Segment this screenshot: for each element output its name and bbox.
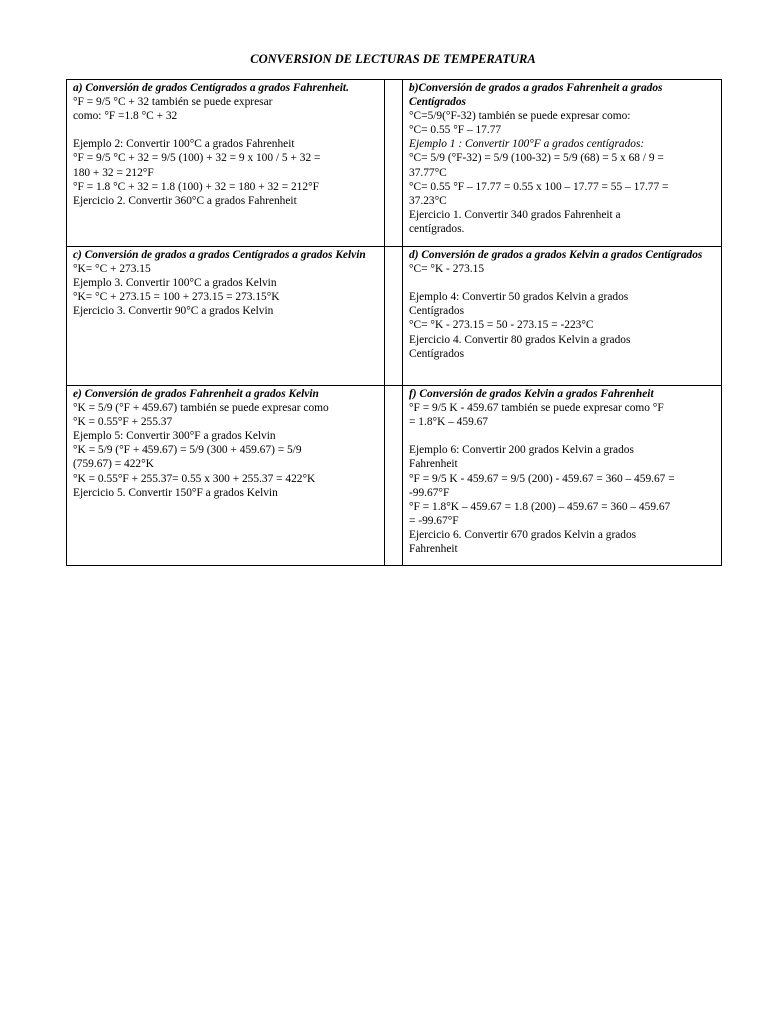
cell-b-line: °C= 0.55 °F – 17.77 = 0.55 x 100 – 17.77 = 55 – 17.77 = — [409, 180, 669, 193]
cell-b-line: 37.23°C — [409, 194, 447, 207]
text-line: Ejemplo 6: Convertir 200 grados Kelvin a grados — [409, 444, 634, 457]
text-line: = -99.67°F — [409, 514, 459, 527]
cell-c-body — [73, 262, 378, 318]
text-line: °K = 0.55°F + 255.37 — [73, 416, 173, 429]
text-line: Ejercicio 4. Convertir 80 grados Kelvin a grados — [409, 333, 631, 346]
text-line — [409, 429, 715, 443]
text-line: (759.67) = 422°K — [73, 458, 154, 471]
cell-b-line: °C= 5/9 (°F-32) = 5/9 (100-32) = 5/9 (68) = 5 x 68 / 9 = — [409, 152, 664, 165]
cell-f-body — [409, 401, 715, 556]
cell-e-body — [73, 401, 378, 500]
text-line: Ejercicio 3. Convertir 90°C a grados Kelvin — [73, 305, 274, 318]
cell-b-example-title: Ejemplo 1 : Convertir 100°F a grados centígrados: — [409, 138, 645, 151]
text-line: -99.67°F — [409, 486, 450, 499]
spacer-column — [385, 80, 403, 247]
text-line: °F = 1.8 °C + 32 = 1.8 (100) + 32 = 180 + 32 = 212°F — [73, 180, 319, 193]
text-line: Ejercicio 2. Convertir 360°C a grados Fahrenheit — [73, 194, 297, 207]
cell-f-kelvin-a-fahrenheit — [403, 386, 722, 566]
cell-b-line: °C= 0.55 °F – 17.77 — [409, 124, 502, 137]
cell-d-kelvin-a-centigrados — [403, 247, 722, 386]
text-line: °F = 1.8°K – 459.67 = 1.8 (200) – 459.67 = 360 – 459.67 — [409, 500, 671, 513]
text-line: °K= °C + 273.15 = 100 + 273.15 = 273.15°K — [73, 291, 280, 304]
cell-d-title: d) Conversión de grados a grados Kelvin a grados Centígrados — [409, 249, 703, 261]
text-line: Ejemplo 4: Convertir 50 grados Kelvin a grados — [409, 291, 629, 304]
text-line: Centígrados — [409, 347, 465, 360]
text-line: = 1.8°K – 459.67 — [409, 416, 489, 429]
text-line: °F = 9/5 K - 459.67 también se puede expresar como °F — [409, 402, 664, 415]
spacer-column — [385, 247, 403, 386]
document-title: CONVERSION DE LECTURAS DE TEMPERATURA — [250, 52, 536, 66]
cell-e-title: e) Conversión de grados Fahrenheit a grados Kelvin — [73, 388, 319, 400]
text-line: °F = 9/5 K - 459.67 = 9/5 (200) - 459.67 = 360 – 459.67 = — [409, 472, 675, 485]
table-row — [67, 386, 722, 566]
cell-a-title: a) Conversión de grados Centígrados a grados Fahrenheit. — [73, 82, 349, 94]
cell-f-title: f) Conversión de grados Kelvin a grados Fahrenheit — [409, 388, 654, 400]
text-line: °K = 0.55°F + 255.37= 0.55 x 300 + 255.37 = 422°K — [73, 472, 316, 485]
cell-c-title: c) Conversión de grados a grados Centígrados a grados Kelvin — [73, 249, 366, 261]
text-line: Ejemplo 5: Convertir 300°F a grados Kelvin — [73, 430, 276, 443]
cell-a-centigrados-a-fahrenheit — [67, 80, 385, 247]
text-line: Ejemplo 2: Convertir 100°C a grados Fahrenheit — [73, 138, 295, 151]
text-line: como: °F =1.8 °C + 32 — [73, 110, 178, 123]
table-row — [67, 247, 722, 386]
text-line: °K= °C + 273.15 — [73, 263, 151, 276]
cell-d-body — [409, 262, 715, 361]
text-line: Fahrenheit — [409, 543, 458, 556]
cell-b-line: °C=5/9(°F-32) también se puede expresar como: — [409, 110, 631, 123]
cell-b-line: 37.77°C — [409, 166, 447, 179]
text-line: Fahrenheit — [409, 458, 458, 471]
text-line: Centígrados — [409, 305, 465, 318]
cell-b-line: centígrados. — [409, 222, 465, 235]
cell-a-body — [73, 95, 378, 208]
cell-b-fahrenheit-a-centigrados — [403, 80, 722, 247]
text-line: Ejercicio 6. Convertir 670 grados Kelvin a grados — [409, 528, 637, 541]
text-line: Ejemplo 3. Convertir 100°C a grados Kelvin — [73, 277, 277, 290]
conversion-table — [66, 79, 722, 566]
text-line — [409, 276, 715, 290]
text-line: °F = 9/5 °C + 32 = 9/5 (100) + 32 = 9 x 100 / 5 + 32 = — [73, 152, 321, 165]
spacer-column — [385, 386, 403, 566]
text-line: Ejercicio 5. Convertir 150°F a grados Kelvin — [73, 486, 278, 499]
text-line: 180 + 32 = 212°F — [73, 166, 154, 179]
text-line: °C= °K - 273.15 = 50 - 273.15 = -223°C — [409, 319, 594, 332]
cell-e-fahrenheit-a-kelvin — [67, 386, 385, 566]
text-line: °C= °K - 273.15 — [409, 263, 485, 276]
table-row — [67, 80, 722, 247]
text-line — [73, 123, 378, 137]
cell-c-centigrados-a-kelvin — [67, 247, 385, 386]
text-line: °K = 5/9 (°F + 459.67) también se puede expresar como — [73, 402, 329, 415]
cell-b-line: Ejercicio 1. Convertir 340 grados Fahrenheit a — [409, 208, 621, 221]
cell-b-title: b)Conversión de grados a grados Fahrenheit a grados Centígrados — [409, 82, 663, 109]
text-line: °F = 9/5 °C + 32 también se puede expresar — [73, 96, 273, 109]
text-line: °K = 5/9 (°F + 459.67) = 5/9 (300 + 459.67) = 5/9 — [73, 444, 302, 457]
